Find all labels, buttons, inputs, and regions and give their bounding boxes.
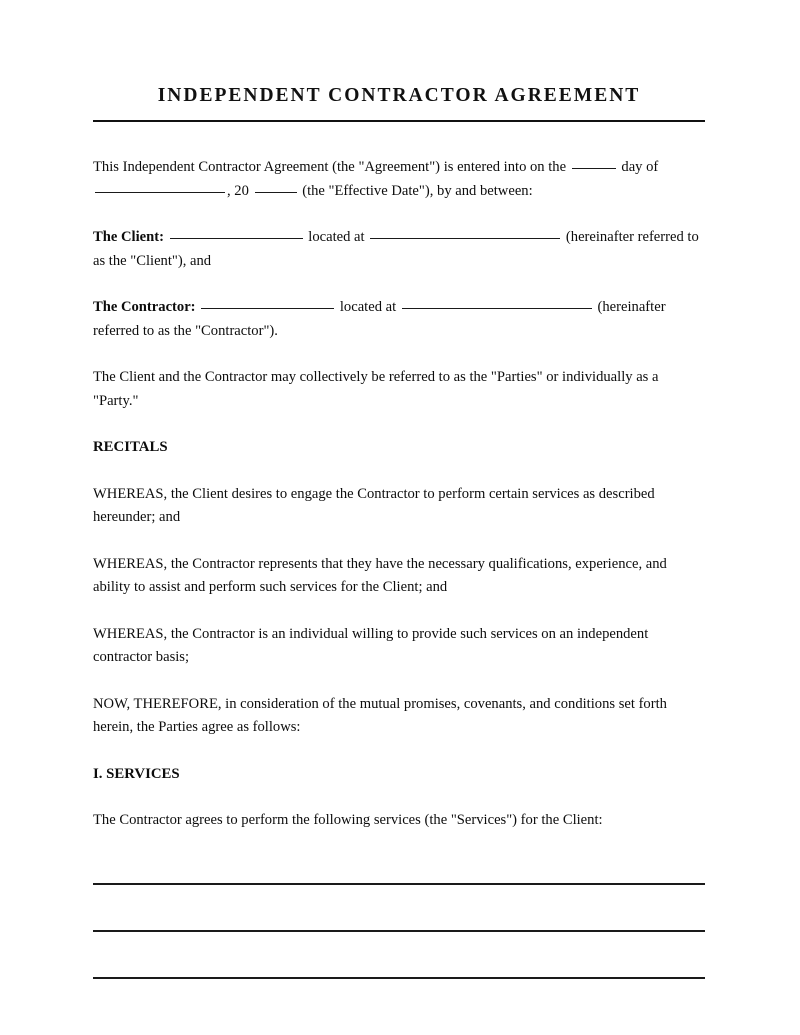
spacer: [93, 670, 705, 693]
spacer: [93, 203, 705, 226]
parties-clause: The Client and the Contractor may collectively be referred to as the "Parties" or individually as a "Party.": [93, 369, 659, 409]
document-content: [93, 0, 705, 979]
spacer: [93, 530, 705, 553]
recital-clause-1: WHEREAS, the Client desires to engage the Contractor to perform certain services as described hereunder; and: [93, 485, 655, 526]
contractor-tail-text: (hereinafter referred to as the "Contractor").: [93, 299, 666, 339]
spacer: [93, 786, 705, 809]
spacer: [93, 460, 705, 483]
services-intro: The Contractor agrees to perform the following services (the "Services") for the Client:: [93, 812, 603, 829]
day-blank-field[interactable]: [572, 158, 616, 169]
client-label: The Client:: [93, 229, 164, 246]
contractor-name-blank-field[interactable]: [201, 298, 334, 309]
client-name-blank-field[interactable]: [170, 228, 303, 239]
page-title: INDEPENDENT CONTRACTOR AGREEMENT: [157, 85, 641, 106]
intro-text-part4: (the "Effective Date"), by and between:: [302, 182, 533, 199]
spacer: [93, 740, 705, 763]
services-write-in-line-3[interactable]: [93, 977, 705, 979]
spacer: [93, 343, 705, 366]
intro-text-part3: , 20: [227, 182, 249, 199]
recital-clause-3: WHEREAS, the Contractor is an individual willing to provide such services on an independent contractor basis;: [93, 625, 649, 666]
contractor-label: The Contractor:: [93, 299, 196, 316]
month-blank-field[interactable]: [95, 182, 225, 193]
spacer: [93, 273, 705, 296]
client-address-blank-field[interactable]: [370, 228, 560, 239]
services-heading: I. SERVICES: [93, 765, 180, 782]
year-blank-field[interactable]: [255, 182, 297, 193]
spacer: [93, 833, 705, 883]
recitals-heading: RECITALS: [93, 439, 168, 456]
contractor-paragraph: [93, 296, 705, 343]
spacer: [93, 932, 705, 977]
spacer: [93, 130, 705, 156]
client-located-at-label: located at: [308, 229, 365, 246]
intro-text-part2: day of: [621, 159, 659, 176]
intro-paragraph: [93, 156, 705, 203]
client-tail-text: (hereinafter referred to as the "Client"), and: [93, 229, 699, 269]
spacer: [93, 885, 705, 930]
contractor-address-blank-field[interactable]: [402, 298, 592, 309]
spacer: [93, 600, 705, 623]
title-divider: [93, 120, 705, 122]
client-paragraph: [93, 226, 705, 273]
spacer: [93, 413, 705, 436]
contractor-located-at-label: located at: [339, 299, 397, 316]
recital-clause-2: WHEREAS, the Contractor represents that they have the necessary qualifications, experience, and ability to assist and perform such services for the Client; and: [93, 555, 667, 596]
intro-text-part1: This Independent Contractor Agreement (the "Agreement") is entered into on the: [93, 159, 567, 176]
recital-clause-4: NOW, THEREFORE, in consideration of the mutual promises, covenants, and conditions set forth herein, the Parties agree as follows:: [93, 695, 667, 736]
